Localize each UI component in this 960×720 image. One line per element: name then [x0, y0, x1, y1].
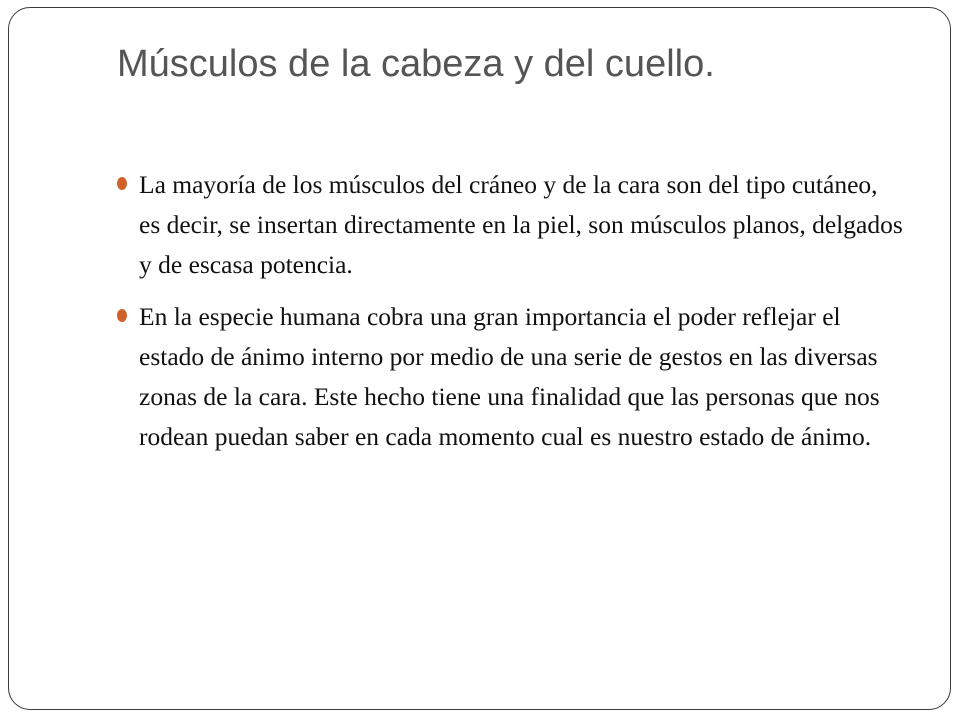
bullet-item	[113, 165, 903, 285]
bullet-item	[113, 297, 903, 457]
bullet-text: La mayoría de los músculos del cráneo y de la cara son del tipo cutáneo, es decir, se insertan directamente en la piel, son músculos planos, delgados y de escasa potencia.	[139, 170, 903, 279]
slide-title: Músculos de la cabeza y del cuello.	[117, 43, 715, 85]
bullet-text: En la especie humana cobra una gran importancia el poder reflejar el estado de ánimo interno por medio de una serie de gestos en las diversas zonas de la cara. Este hecho tiene una finalidad que las personas que nos rodean puedan saber en cada momento cual es nuestro estado de ánimo.	[139, 302, 880, 451]
bullet-dot-icon	[117, 177, 127, 190]
slide-frame	[8, 7, 951, 710]
bullet-list	[113, 165, 903, 469]
bullet-dot-icon	[117, 309, 127, 322]
